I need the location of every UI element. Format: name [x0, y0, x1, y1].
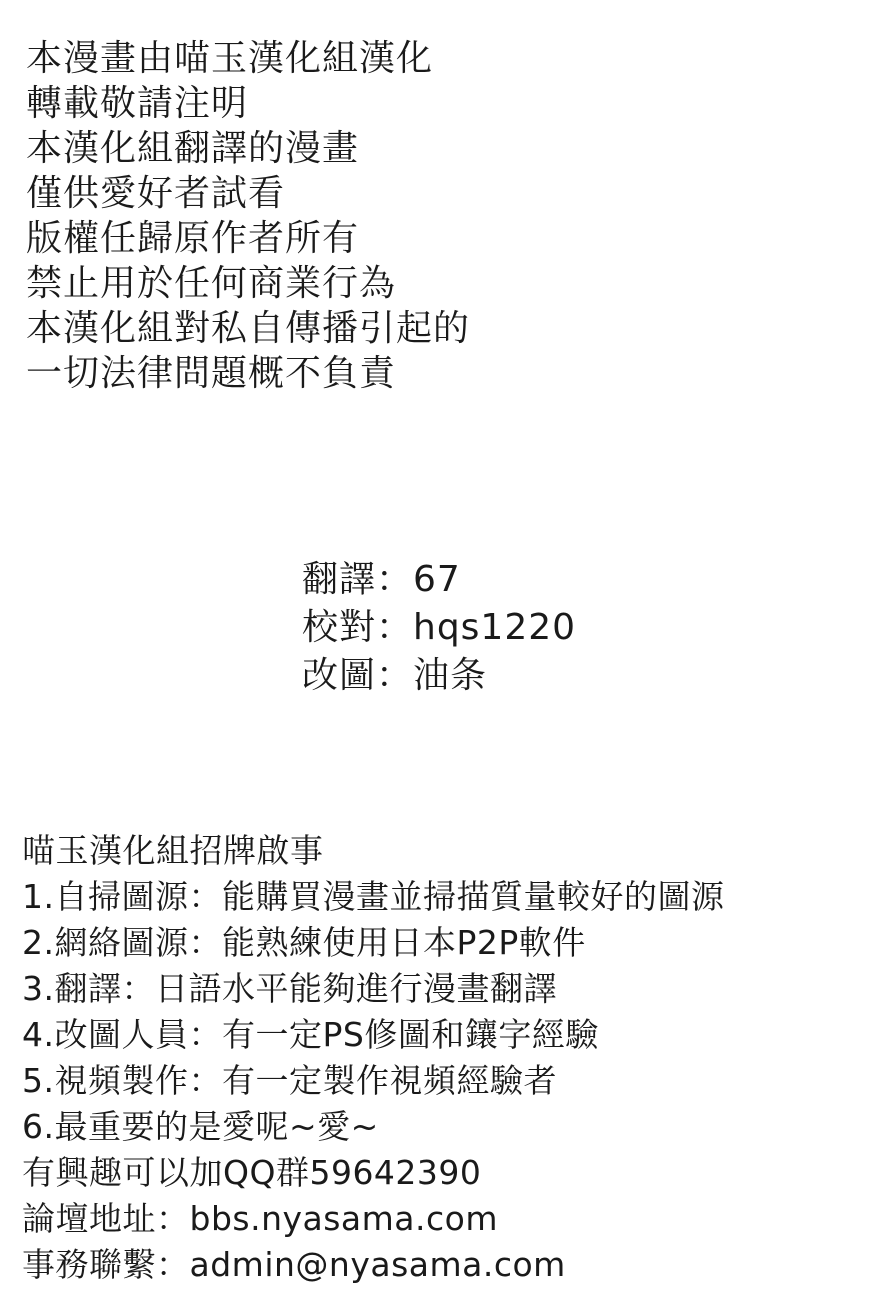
- disclaimer-line: 本漢化組翻譯的漫畫: [26, 128, 360, 169]
- editor-credit: 改圖：油条: [302, 655, 488, 696]
- staff-credits-block: [302, 556, 576, 700]
- recruitment-item: 3.翻譯：日語水平能夠進行漫畫翻譯: [22, 969, 557, 1008]
- qq-group-line: 有興趣可以加QQ群59642390: [22, 1153, 482, 1192]
- forum-address-line: 論壇地址：bbs.nyasama.com: [22, 1199, 498, 1238]
- disclaimer-line: 轉載敬請注明: [26, 83, 249, 124]
- translator-credit: 翻譯：67: [302, 559, 461, 600]
- recruitment-item: 5.視頻製作：有一定製作視頻經驗者: [22, 1061, 557, 1100]
- recruitment-item: 2.網絡圖源：能熟練使用日本P2P軟件: [22, 923, 586, 962]
- recruitment-item: 6.最重要的是愛呢~愛~: [22, 1107, 379, 1146]
- disclaimer-line: 本漫畫由喵玉漢化組漢化: [26, 38, 434, 79]
- disclaimer-line: 僅供愛好者試看: [26, 173, 286, 214]
- disclaimer-line: 禁止用於任何商業行為: [26, 263, 397, 304]
- proofreader-credit: 校對：hqs1220: [302, 607, 577, 648]
- recruitment-item: 1.自掃圖源：能購買漫畫並掃描質量較好的圖源: [22, 877, 725, 916]
- disclaimer-line: 一切法律問題概不負責: [26, 353, 397, 394]
- disclaimer-line: 版權任歸原作者所有: [26, 218, 360, 259]
- disclaimer-block: [26, 36, 470, 396]
- recruitment-heading: 喵玉漢化組招牌啟事: [22, 831, 324, 870]
- recruitment-item: 4.改圖人員：有一定PS修圖和鑲字經驗: [22, 1015, 599, 1054]
- recruitment-notice-block: [22, 828, 725, 1288]
- contact-email-line: 事務聯繫：admin@nyasama.com: [22, 1245, 566, 1284]
- disclaimer-line: 本漢化組對私自傳播引起的: [26, 308, 471, 349]
